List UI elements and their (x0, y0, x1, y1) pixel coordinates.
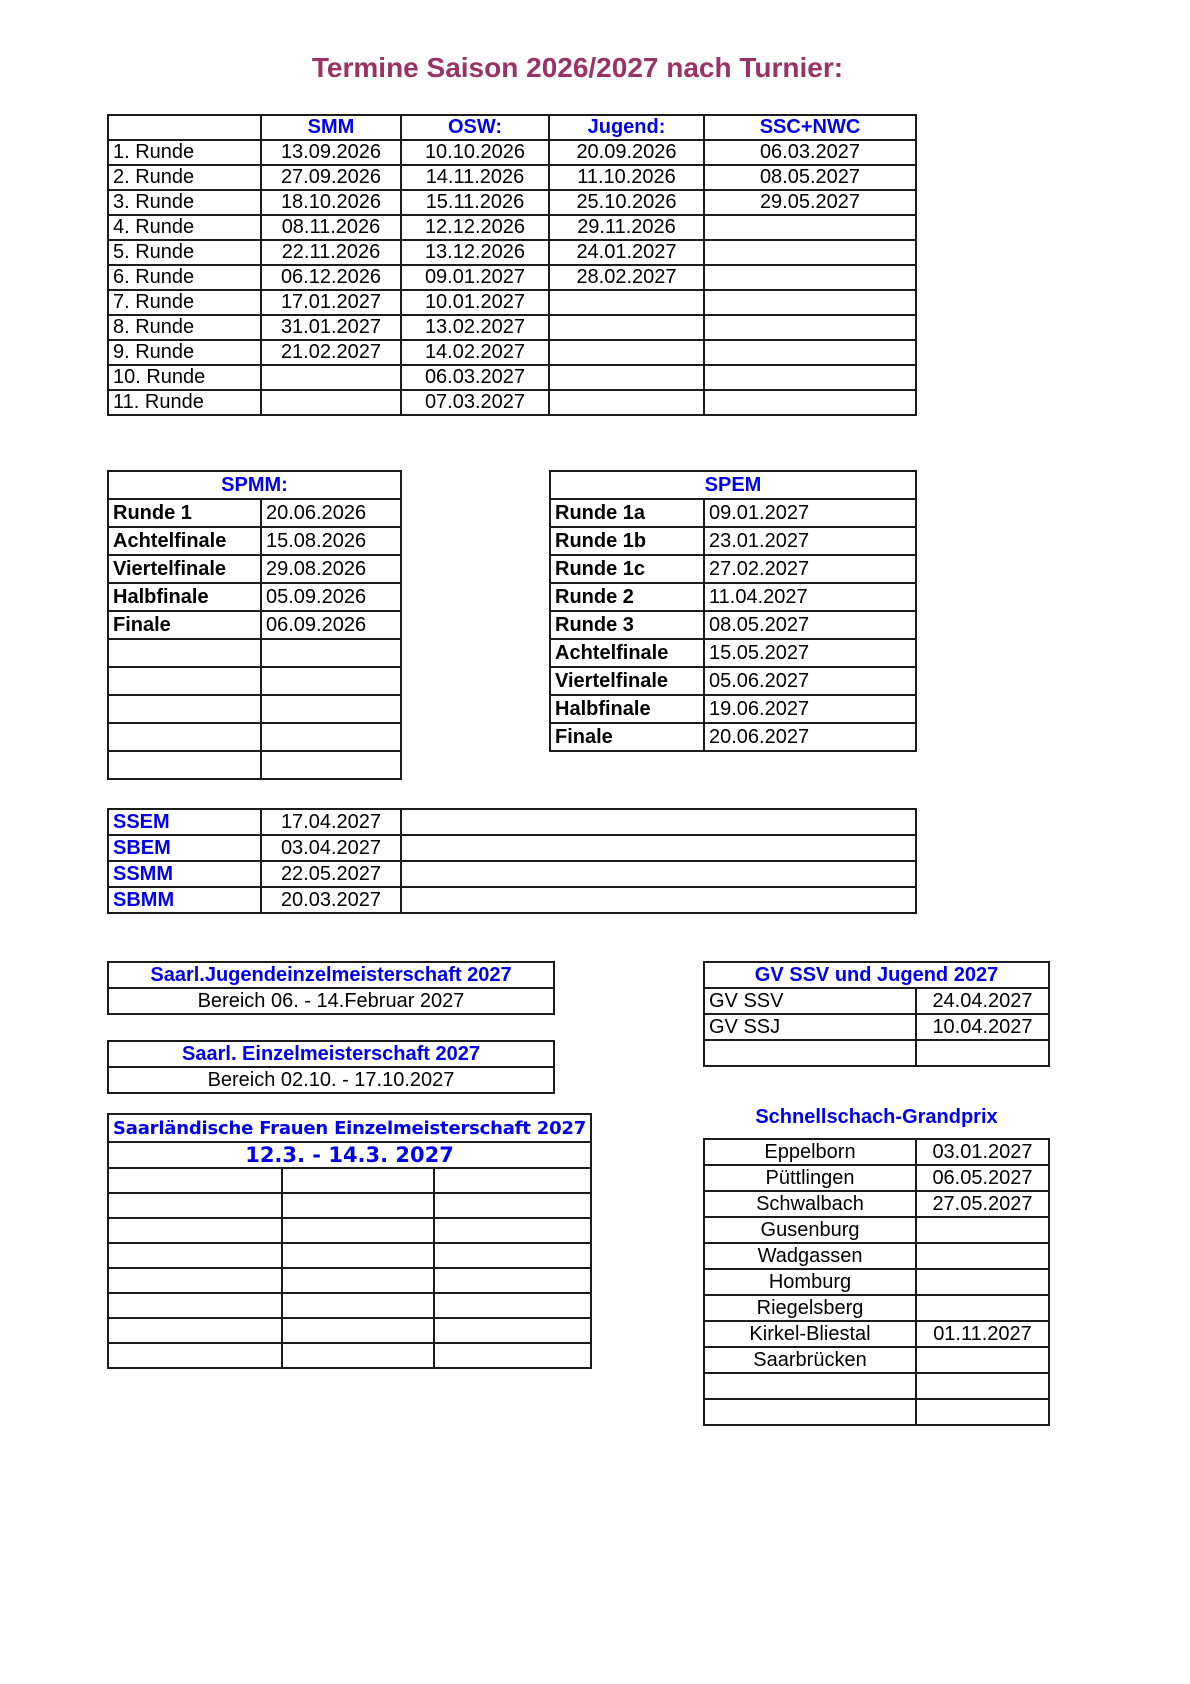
table-row (704, 1014, 1049, 1040)
empty-cell (108, 1343, 282, 1368)
spmm-table-title: SPMM: (108, 471, 401, 499)
empty-row (704, 1373, 1049, 1399)
empty-cell (282, 1268, 435, 1293)
stage-label: Runde 2 (550, 583, 704, 611)
table-row (108, 340, 916, 365)
table-row (550, 723, 916, 751)
empty-row (108, 1193, 591, 1218)
empty-row (108, 1243, 591, 1268)
venue-label: Wadgassen (704, 1243, 916, 1269)
table-row (108, 887, 916, 913)
empty-row (108, 723, 401, 751)
date-cell: 28.02.2027 (549, 265, 704, 290)
date-cell: 08.05.2027 (704, 165, 916, 190)
date-cell: 25.10.2026 (549, 190, 704, 215)
empty-row (108, 1318, 591, 1343)
empty-row (108, 1343, 591, 1368)
empty-cell (704, 240, 916, 265)
date-cell: 27.02.2027 (704, 555, 916, 583)
spem-table-title: SPEM (550, 471, 916, 499)
table-row (108, 611, 401, 639)
date-cell: 03.04.2027 (261, 835, 401, 861)
empty-cell (434, 1318, 591, 1343)
date-range: Bereich 06. - 14.Februar 2027 (108, 988, 554, 1014)
header-row (108, 115, 916, 140)
venue-label: Schwalbach (704, 1191, 916, 1217)
empty-cell (108, 1243, 282, 1268)
empty-cell (261, 751, 401, 779)
einzelmeisterschaft-table (107, 1040, 555, 1094)
date-cell: 18.10.2026 (261, 190, 401, 215)
table-row (704, 1243, 1049, 1269)
date-cell: 22.11.2026 (261, 240, 401, 265)
date-cell: 12.12.2026 (401, 215, 549, 240)
empty-cell (401, 887, 916, 913)
empty-cell (108, 1318, 282, 1343)
jugend-einzelmeisterschaft-table (107, 961, 555, 1015)
empty-cell (282, 1293, 435, 1318)
date-cell: 22.05.2027 (261, 861, 401, 887)
event-label: SSEM (108, 809, 261, 835)
empty-row (704, 1040, 1049, 1066)
empty-cell (108, 1293, 282, 1318)
event-label: SBMM (108, 887, 261, 913)
table-row (108, 583, 401, 611)
stage-label: Viertelfinale (550, 667, 704, 695)
table-row (108, 190, 916, 215)
empty-cell (282, 1343, 435, 1368)
date-cell: 24.01.2027 (549, 240, 704, 265)
empty-cell (916, 1399, 1049, 1425)
stage-label: Runde 1a (550, 499, 704, 527)
date-cell: 27.09.2026 (261, 165, 401, 190)
date-cell: 05.09.2026 (261, 583, 401, 611)
table-row (108, 140, 916, 165)
table-row (108, 499, 401, 527)
empty-cell (108, 695, 261, 723)
date-cell (916, 1217, 1049, 1243)
date-cell: 07.03.2027 (401, 390, 549, 415)
round-label: 2. Runde (108, 165, 261, 190)
empty-cell (261, 390, 401, 415)
table-row (108, 290, 916, 315)
empty-cell (108, 723, 261, 751)
date-cell: 27.05.2027 (916, 1191, 1049, 1217)
column-header-osw: OSW: (401, 115, 549, 140)
empty-cell (282, 1318, 435, 1343)
stage-label: Runde 1 (108, 499, 261, 527)
date-cell: 15.11.2026 (401, 190, 549, 215)
column-header-jugend: Jugend: (549, 115, 704, 140)
venue-label: Saarbrücken (704, 1347, 916, 1373)
empty-row (108, 1268, 591, 1293)
stage-label: Runde 1b (550, 527, 704, 555)
empty-cell (434, 1243, 591, 1268)
date-cell (916, 1269, 1049, 1295)
date-cell: 09.01.2027 (401, 265, 549, 290)
round-label: 11. Runde (108, 390, 261, 415)
stage-label: Halbfinale (108, 583, 261, 611)
date-cell: 31.01.2027 (261, 315, 401, 340)
column-header-ssc-nwc: SSC+NWC (704, 115, 916, 140)
table-row (108, 165, 916, 190)
empty-cell (704, 265, 916, 290)
table-row (704, 1269, 1049, 1295)
empty-row (108, 667, 401, 695)
date-cell: 20.09.2026 (549, 140, 704, 165)
empty-row (108, 1168, 591, 1193)
table-row (704, 988, 1049, 1014)
table-row (550, 639, 916, 667)
einzel-mannschaft-dates-table (107, 808, 917, 914)
date-cell: 20.06.2026 (261, 499, 401, 527)
table-row (108, 240, 916, 265)
table-row (704, 1165, 1049, 1191)
round-label: 6. Runde (108, 265, 261, 290)
date-cell: 06.05.2027 (916, 1165, 1049, 1191)
date-cell: 20.03.2027 (261, 887, 401, 913)
page-title: Termine Saison 2026/2027 nach Turnier: (311, 52, 844, 83)
date-cell: 08.05.2027 (704, 611, 916, 639)
table-row (704, 1321, 1049, 1347)
table-row (108, 861, 916, 887)
venue-label: Riegelsberg (704, 1295, 916, 1321)
stage-label: Finale (550, 723, 704, 751)
header-row (550, 471, 916, 499)
empty-row (108, 639, 401, 667)
table-row (108, 265, 916, 290)
table-row (550, 695, 916, 723)
header-row (108, 1142, 591, 1168)
empty-cell (261, 695, 401, 723)
spacer-cell (549, 365, 704, 390)
date-cell: 17.01.2027 (261, 290, 401, 315)
table-row (108, 215, 916, 240)
date-cell: 09.01.2027 (704, 499, 916, 527)
empty-cell (108, 1218, 282, 1243)
empty-row (108, 695, 401, 723)
empty-cell (401, 809, 916, 835)
table-row (108, 315, 916, 340)
empty-cell (282, 1218, 435, 1243)
date-cell: 06.09.2026 (261, 611, 401, 639)
event-label: SSMM (108, 861, 261, 887)
table-row (704, 1217, 1049, 1243)
table-row (108, 555, 401, 583)
date-cell: 01.11.2027 (916, 1321, 1049, 1347)
date-cell: 06.03.2027 (401, 365, 549, 390)
date-cell: 29.08.2026 (261, 555, 401, 583)
table-row (108, 809, 916, 835)
stage-label: Achtelfinale (550, 639, 704, 667)
date-cell (916, 1295, 1049, 1321)
stage-label: Viertelfinale (108, 555, 261, 583)
date-cell: 15.08.2026 (261, 527, 401, 555)
event-label: GV SSJ (704, 1014, 916, 1040)
empty-cell (434, 1268, 591, 1293)
empty-cell (108, 667, 261, 695)
spacer-cell (704, 390, 916, 415)
header-row (108, 1114, 591, 1142)
table-row (704, 1191, 1049, 1217)
date-range: 12.3. - 14.3. 2027 (108, 1142, 591, 1168)
round-label: 3. Runde (108, 190, 261, 215)
venue-label: Eppelborn (704, 1139, 916, 1165)
date-cell: 21.02.2027 (261, 340, 401, 365)
date-cell: 10.04.2027 (916, 1014, 1049, 1040)
table-row (550, 611, 916, 639)
empty-cell (434, 1293, 591, 1318)
spacer-cell (704, 365, 916, 390)
table-row (108, 835, 916, 861)
header-row (108, 471, 401, 499)
date-cell: 10.10.2026 (401, 140, 549, 165)
header-row (108, 1041, 554, 1067)
section-title: Saarländische Frauen Einzelmeisterschaft 2027 (108, 1114, 591, 1142)
empty-cell (704, 315, 916, 340)
empty-cell (108, 751, 261, 779)
empty-cell (549, 290, 704, 315)
date-cell (916, 1347, 1049, 1373)
stage-label: Halbfinale (550, 695, 704, 723)
empty-cell (916, 1373, 1049, 1399)
header-row (108, 962, 554, 988)
empty-cell (704, 290, 916, 315)
grandprix-table (703, 1138, 1050, 1426)
corner-cell (108, 115, 261, 140)
stage-label: Finale (108, 611, 261, 639)
empty-cell (261, 667, 401, 695)
date-cell: 11.04.2027 (704, 583, 916, 611)
empty-cell (108, 1268, 282, 1293)
date-cell (916, 1243, 1049, 1269)
empty-cell (282, 1168, 435, 1193)
date-cell: 13.09.2026 (261, 140, 401, 165)
round-label: 1. Runde (108, 140, 261, 165)
empty-cell (401, 835, 916, 861)
table-row (550, 499, 916, 527)
empty-row (108, 1218, 591, 1243)
venue-label: Homburg (704, 1269, 916, 1295)
gv-table (703, 961, 1050, 1067)
frauen-einzelmeisterschaft-table (107, 1113, 592, 1369)
date-cell: 24.04.2027 (916, 988, 1049, 1014)
empty-cell (704, 1373, 916, 1399)
empty-cell (261, 365, 401, 390)
empty-cell (261, 723, 401, 751)
date-cell: 23.01.2027 (704, 527, 916, 555)
section-title: Saarl. Einzelmeisterschaft 2027 (108, 1041, 554, 1067)
date-range: Bereich 02.10. - 17.10.2027 (108, 1067, 554, 1093)
spacer-cell (704, 340, 916, 365)
date-cell: 19.06.2027 (704, 695, 916, 723)
table-row (704, 1347, 1049, 1373)
date-cell: 13.12.2026 (401, 240, 549, 265)
round-label: 10. Runde (108, 365, 261, 390)
date-cell: 14.02.2027 (401, 340, 549, 365)
date-cell: 13.02.2027 (401, 315, 549, 340)
spacer-cell (549, 340, 704, 365)
stage-label: Achtelfinale (108, 527, 261, 555)
empty-cell (549, 315, 704, 340)
main-schedule-table (107, 114, 917, 416)
date-cell: 20.06.2027 (704, 723, 916, 751)
table-row (108, 527, 401, 555)
column-header-smm: SMM (261, 115, 401, 140)
venue-label: Gusenburg (704, 1217, 916, 1243)
spem-table (549, 470, 917, 752)
table-row (550, 555, 916, 583)
empty-cell (261, 639, 401, 667)
date-cell: 10.01.2027 (401, 290, 549, 315)
empty-cell (108, 639, 261, 667)
gv-table-title: GV SSV und Jugend 2027 (704, 962, 1049, 988)
empty-cell (704, 1040, 916, 1066)
table-row (704, 1139, 1049, 1165)
empty-cell (704, 1399, 916, 1425)
stage-label: Runde 3 (550, 611, 704, 639)
round-label: 7. Runde (108, 290, 261, 315)
empty-row (704, 1399, 1049, 1425)
date-cell: 17.04.2027 (261, 809, 401, 835)
empty-cell (704, 215, 916, 240)
empty-row (108, 1293, 591, 1318)
section-title: Saarl.Jugendeinzelmeisterschaft 2027 (108, 962, 554, 988)
date-cell: 29.11.2026 (549, 215, 704, 240)
event-label: GV SSV (704, 988, 916, 1014)
empty-cell (434, 1343, 591, 1368)
event-label: SBEM (108, 835, 261, 861)
date-cell: 11.10.2026 (549, 165, 704, 190)
empty-cell (434, 1218, 591, 1243)
table-row (550, 667, 916, 695)
empty-cell (108, 1168, 282, 1193)
date-cell: 14.11.2026 (401, 165, 549, 190)
round-label: 4. Runde (108, 215, 261, 240)
empty-cell (434, 1193, 591, 1218)
spmm-table (107, 470, 402, 780)
round-label: 5. Runde (108, 240, 261, 265)
empty-cell (434, 1168, 591, 1193)
date-cell: 15.05.2027 (704, 639, 916, 667)
table-row (108, 1067, 554, 1093)
empty-cell (282, 1193, 435, 1218)
spacer-cell (549, 390, 704, 415)
grandprix-title: Schnellschach-Grandprix (755, 1106, 998, 1128)
round-label: 8. Runde (108, 315, 261, 340)
stage-label: Runde 1c (550, 555, 704, 583)
date-cell: 06.12.2026 (261, 265, 401, 290)
date-cell: 08.11.2026 (261, 215, 401, 240)
venue-label: Püttlingen (704, 1165, 916, 1191)
venue-label: Kirkel-Bliestal (704, 1321, 916, 1347)
date-cell: 06.03.2027 (704, 140, 916, 165)
table-row (550, 583, 916, 611)
round-label: 9. Runde (108, 340, 261, 365)
header-row (704, 962, 1049, 988)
table-row (108, 365, 916, 390)
empty-cell (108, 1193, 282, 1218)
date-cell: 29.05.2027 (704, 190, 916, 215)
date-cell: 03.01.2027 (916, 1139, 1049, 1165)
table-row (108, 988, 554, 1014)
date-cell: 05.06.2027 (704, 667, 916, 695)
empty-cell (401, 861, 916, 887)
empty-row (108, 751, 401, 779)
table-row (704, 1295, 1049, 1321)
table-row (550, 527, 916, 555)
empty-cell (282, 1243, 435, 1268)
empty-cell (916, 1040, 1049, 1066)
table-row (108, 390, 916, 415)
